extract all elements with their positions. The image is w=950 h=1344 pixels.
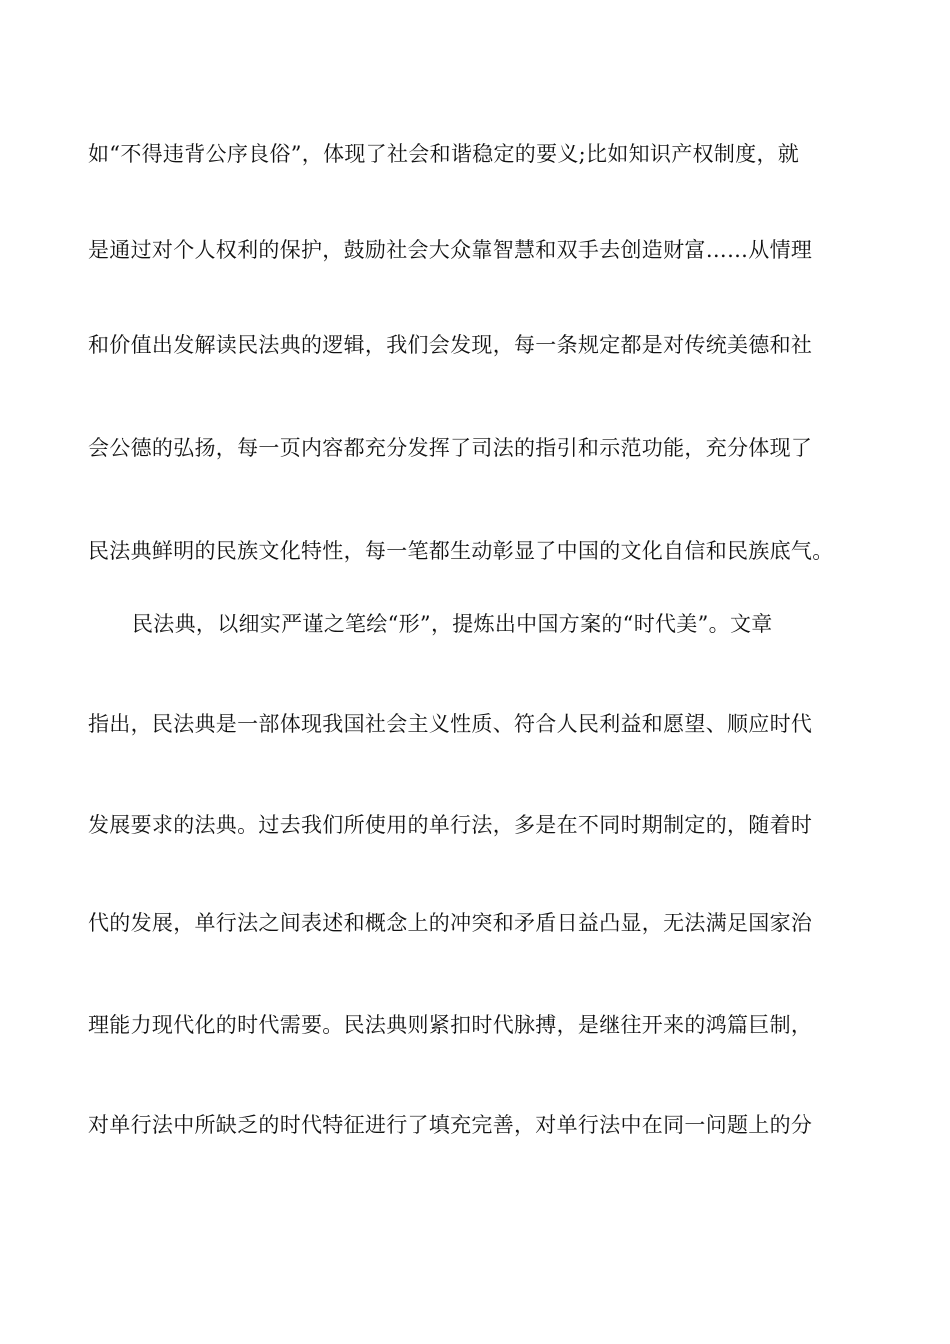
text-line: 会公德的弘扬，每一页内容都充分发挥了司法的指引和示范功能，充分体现了 (88, 436, 813, 460)
text-line: 指出，民法典是一部体现我国社会主义性质、符合人民利益和愿望、顺应时代 (88, 712, 813, 736)
text-line: 民法典鲜明的民族文化特性，每一笔都生动彰显了中国的文化自信和民族底气。 (88, 539, 834, 563)
paragraph-first-line: 民法典，以细实严谨之笔绘“形”，提炼出中国方案的“时代美”。文章 (132, 612, 773, 636)
text-line: 和价值出发解读民法典的逻辑，我们会发现，每一条规定都是对传统美德和社 (88, 333, 813, 357)
text-line: 发展要求的法典。过去我们所使用的单行法，多是在不同时期制定的，随着时 (88, 813, 813, 837)
text-line: 如“不得违背公序良俗”，体现了社会和谐稳定的要义;比如知识产权制度，就 (88, 142, 800, 166)
text-line: 理能力现代化的时代需要。民法典则紧扣时代脉搏，是继往开来的鸿篇巨制， (88, 1013, 813, 1037)
text-line: 对单行法中所缺乏的时代特征进行了填充完善，对单行法中在同一问题上的分 (88, 1113, 813, 1137)
text-line: 代的发展，单行法之间表述和概念上的冲突和矛盾日益凸显，无法满足国家治 (88, 911, 813, 935)
text-line: 是通过对个人权利的保护，鼓励社会大众靠智慧和双手去创造财富……从情理 (88, 238, 813, 262)
